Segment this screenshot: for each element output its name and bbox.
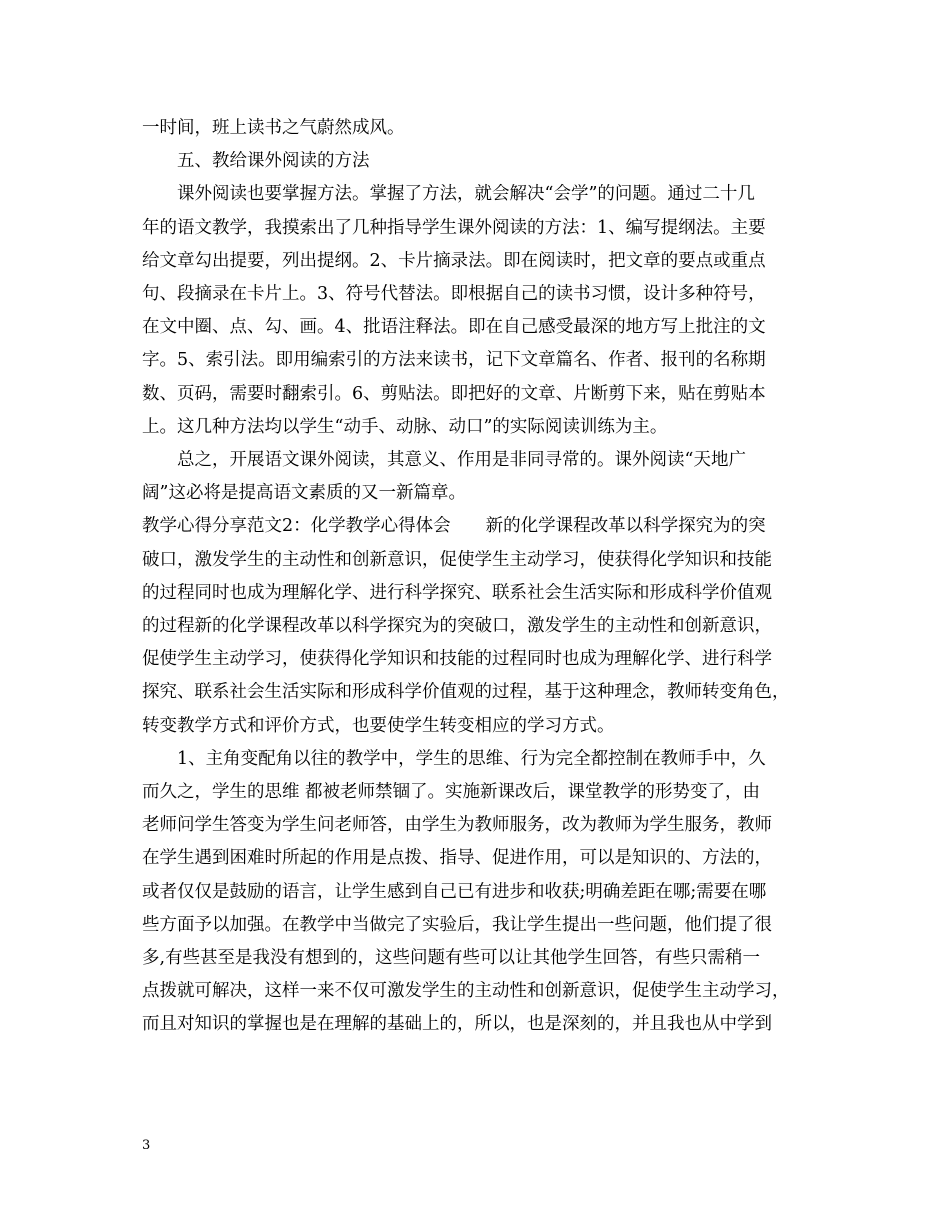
text-line: 一时间，班上读书之气蔚然成风。: [142, 118, 405, 138]
text-line: 1、主角变配角以往的教学中，学生的思维、行为完全都控制在教师手中，久: [177, 749, 766, 769]
text-line: 点拨就可解决，这样一来不仅可激发学生的主动性和创新意识，促使学生主动学习，: [142, 981, 790, 1001]
text-line: 或者仅仅是鼓励的语言，让学生感到自己已有进步和收获;明确差距在哪;需要在哪: [142, 882, 767, 902]
text-line: 的过程同时也成为理解化学、进行科学探究、联系社会生活实际和形成科学价值观: [142, 583, 772, 603]
text-line: 些方面予以加强。在教学中当做完了实验后，我让学生提出一些问题，他们提了很: [142, 915, 772, 935]
text-line: 在学生遇到困难时所起的作用是点拨、指导、促进作用，可以是知识的、方法的，: [142, 848, 772, 868]
text-line: 给文章勾出提要，列出提纲。2、卡片摘录法。即在阅读时，把文章的要点或重点: [142, 251, 766, 271]
text-line: 老师问学生答变为学生问老师答，由学生为教师服务，改为教师为学生服务，教师: [142, 815, 772, 835]
text-line: 上。这几种方法均以学生“动手、动脉、动口”的实际阅读训练为主。: [142, 417, 668, 437]
text-line: 字。5、索引法。即用编索引的方法来读书，记下文章篇名、作者、报刊的名称期: [142, 350, 766, 370]
text-line: 课外阅读也要掌握方法。掌握了方法，就会解决“会学”的问题。通过二十几: [177, 184, 755, 204]
text-line: 在文中圈、点、勾、画。4、批语注释法。即在自己感受最深的地方写上批注的文: [142, 317, 766, 337]
text-line: 破口，激发学生的主动性和创新意识，促使学生主动学习，使获得化学知识和技能: [142, 550, 772, 570]
text-line: 转变教学方式和评价方式，也要使学生转变相应的学习方式。: [142, 716, 615, 736]
text-line: 而且对知识的掌握也是在理解的基础上的，所以，也是深刻的，并且我也从中学到: [142, 1014, 772, 1034]
text-line: 教学心得分享范文2：化学教学心得体会 新的化学课程改革以科学探究为的突: [142, 516, 766, 536]
text-line: 数、页码，需要时翻索引。6、剪贴法。即把好的文章、片断剪下来，贴在剪贴本: [142, 384, 766, 404]
text-line: 句、段摘录在卡片上。3、符号代替法。即根据自己的读书习惯，设计多种符号，: [142, 284, 766, 304]
text-line: 多,有些甚至是我没有想到的，这些问题有些可以让其他学生回答，有些只需稍一: [142, 948, 761, 968]
text-line: 阔”这必将是提高语文素质的又一新篇章。: [142, 483, 466, 503]
text-line: 总之，开展语文课外阅读，其意义、作用是非同寻常的。课外阅读“天地广: [177, 450, 746, 470]
text-line: 年的语文教学，我摸索出了几种指导学生课外阅读的方法：1、编写提纲法。主要: [142, 218, 766, 238]
text-line: 而久之，学生的思维 都被老师禁锢了。实施新课改后，课堂教学的形势变了，由: [142, 782, 761, 802]
text-line: 五、教给课外阅读的方法: [177, 151, 370, 171]
text-line: 促使学生主动学习，使获得化学知识和技能的过程同时也成为理解化学、进行科学: [142, 649, 772, 669]
page-number: 3: [142, 1138, 151, 1153]
text-line: 探究、联系社会生活实际和形成科学价值观的过程，基于这种理念，教师转变角色，: [142, 682, 790, 702]
text-line: 的过程新的化学课程改革以科学探究为的突破口，激发学生的主动性和创新意识，: [142, 616, 772, 636]
